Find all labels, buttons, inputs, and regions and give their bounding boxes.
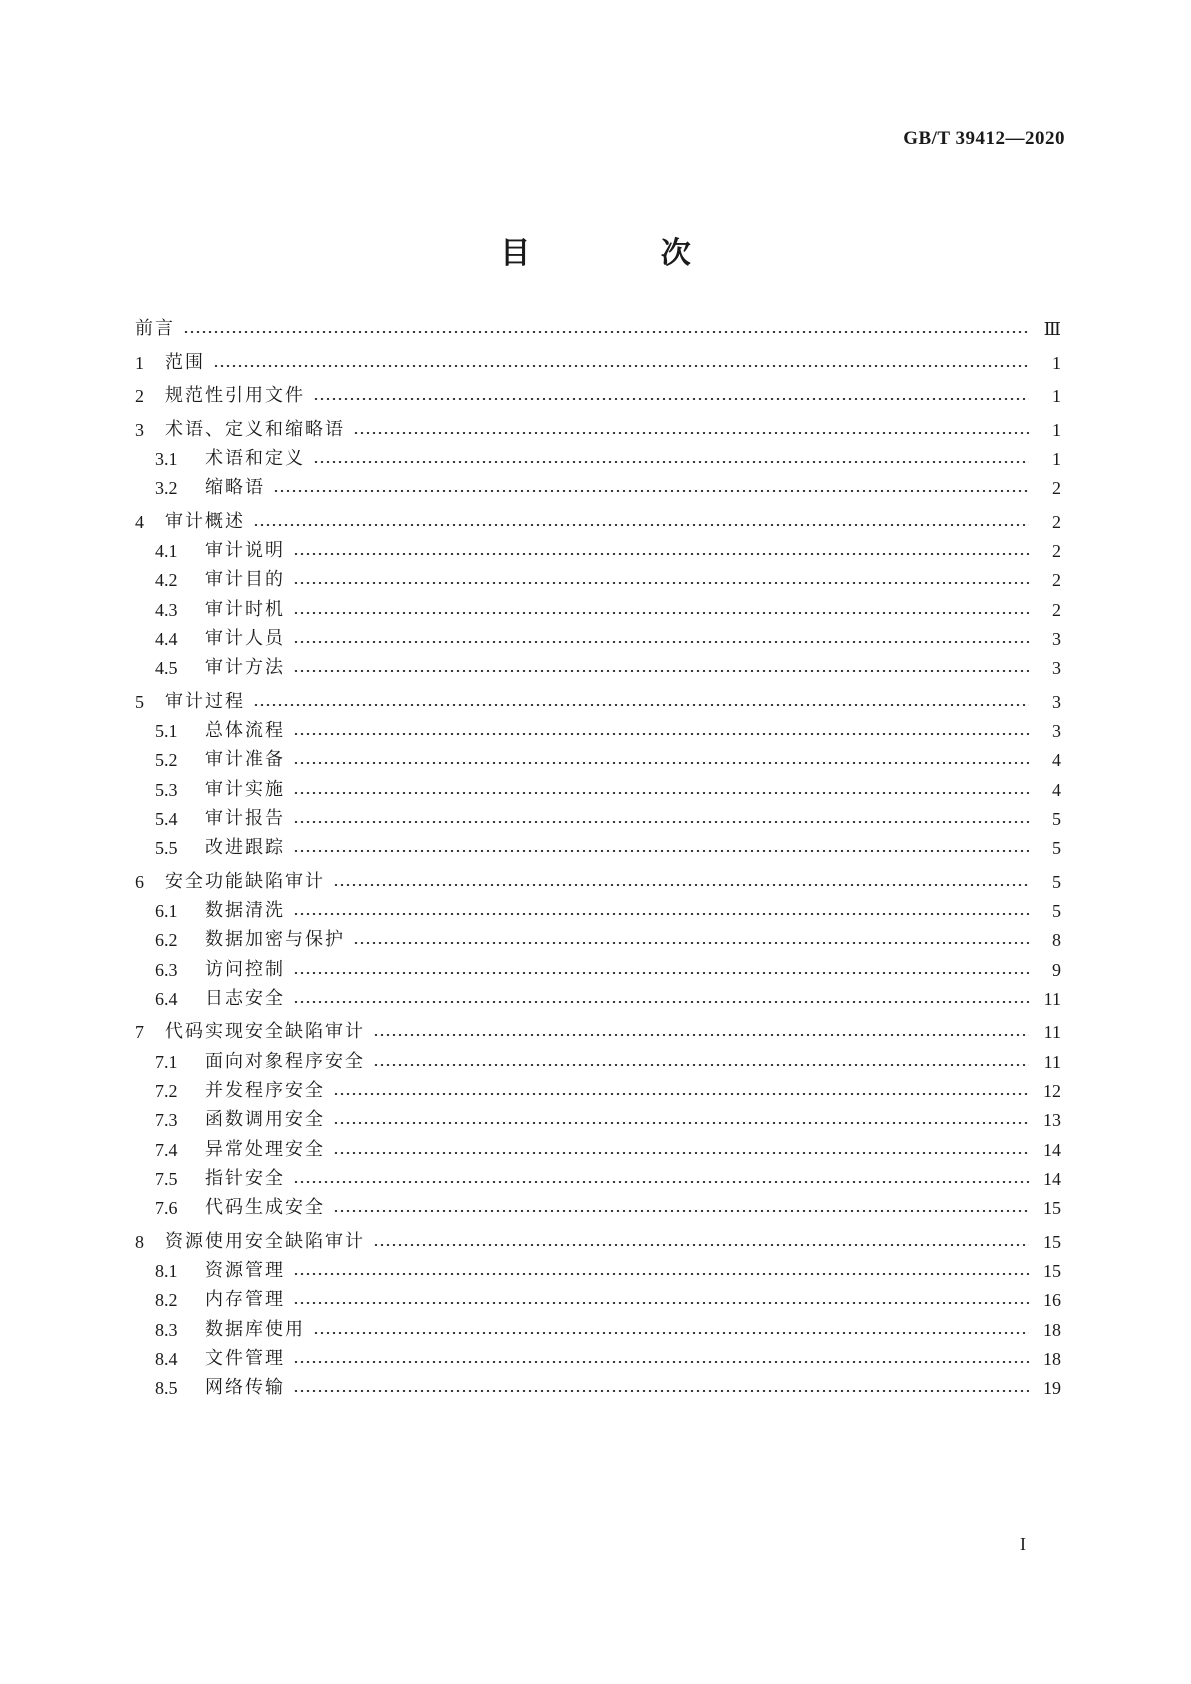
toc-dot-leader [293, 792, 1029, 794]
toc-entry-number: 5.2 [155, 750, 178, 771]
toc-entry-number: 7.5 [155, 1168, 178, 1189]
toc-entry-page: 1 [1052, 352, 1061, 373]
toc-entry-page: 16 [1043, 1290, 1061, 1311]
toc-entry-number: 8.3 [155, 1319, 178, 1340]
toc-entry-number: 6.1 [155, 900, 178, 921]
toc-entry[interactable] [155, 1105, 1061, 1135]
toc-entry-label: 前言 [135, 318, 175, 339]
toc-entry-label: 异常处理安全 [205, 1138, 325, 1160]
toc-entry-label: 审计时机 [205, 598, 285, 620]
toc-dot-leader [293, 670, 1029, 672]
toc-entry-label: 审计人员 [205, 627, 285, 649]
toc-entry-number: 5.3 [155, 779, 178, 800]
toc-dot-leader [293, 850, 1029, 852]
toc-dot-leader [293, 641, 1029, 643]
toc-entry-page: 2 [1052, 478, 1061, 499]
toc-entry-page: 11 [1043, 1051, 1061, 1072]
toc-entry-number: 6.2 [155, 930, 178, 951]
toc-entry[interactable] [155, 1193, 1061, 1223]
toc-entry-label: 术语、定义和缩略语 [165, 418, 345, 440]
toc-entry-number: 3.2 [155, 478, 178, 499]
toc-dot-leader [293, 1302, 1029, 1304]
toc-entry-number: 5.5 [155, 838, 178, 859]
toc-entry-page: 14 [1043, 1139, 1061, 1160]
toc-dot-leader [293, 553, 1029, 555]
toc-entry-page: 13 [1043, 1110, 1061, 1131]
toc-entry-label: 指针安全 [205, 1167, 285, 1189]
toc-entry-number: 7.6 [155, 1198, 178, 1219]
toc-entry[interactable] [155, 595, 1061, 625]
toc-entry[interactable] [135, 867, 1061, 897]
toc-entry-page: 1 [1052, 448, 1061, 469]
toc-entry-page: 14 [1043, 1168, 1061, 1189]
toc-entry[interactable] [155, 473, 1061, 503]
toc-entry-label: 并发程序安全 [205, 1079, 325, 1101]
toc-entry-number: 4.2 [155, 570, 178, 591]
toc-entry[interactable] [135, 507, 1061, 537]
toc-entry-number: 6.3 [155, 959, 178, 980]
toc-dot-leader [293, 1361, 1029, 1363]
toc-entry-label: 改进跟踪 [205, 837, 285, 859]
toc-entry[interactable] [135, 1017, 1061, 1047]
toc-entry[interactable] [155, 1256, 1061, 1286]
toc-entry-number: 7.1 [155, 1051, 178, 1072]
toc-entry[interactable] [155, 925, 1061, 955]
toc-entry[interactable] [155, 775, 1061, 805]
toc-dot-leader [373, 1244, 1029, 1246]
toc-entry-number: 7 [135, 1022, 144, 1043]
toc-entry-number: 8.5 [155, 1378, 178, 1399]
page-number: I [1020, 1534, 1026, 1554]
toc-entry[interactable] [135, 348, 1061, 378]
toc-dot-leader [313, 1332, 1029, 1334]
toc-entry-number: 4.3 [155, 599, 178, 620]
toc-dot-leader [293, 1001, 1029, 1003]
toc-dot-leader [333, 1093, 1029, 1095]
toc-entry[interactable] [155, 745, 1061, 775]
toc-dot-leader [273, 490, 1029, 492]
toc-entry[interactable] [155, 955, 1061, 985]
toc-entry-number: 4.4 [155, 628, 178, 649]
standard-code: GB/T 39412—2020 [903, 128, 1065, 149]
toc-dot-leader [293, 913, 1029, 915]
toc-entry-number: 1 [135, 352, 144, 373]
toc-entry[interactable] [155, 804, 1061, 834]
toc-dot-leader [293, 1273, 1029, 1275]
toc-entry-number: 6 [135, 871, 144, 892]
toc-dot-leader [333, 1210, 1029, 1212]
toc-entry-label: 数据加密与保护 [205, 929, 345, 951]
toc-entry-label: 审计报告 [205, 807, 285, 829]
toc-entry-page: 18 [1043, 1348, 1061, 1369]
toc-entry[interactable] [155, 1285, 1061, 1315]
toc-dot-leader [253, 524, 1029, 526]
toc-entry-number: 8 [135, 1231, 144, 1252]
toc-entry[interactable] [135, 415, 1061, 445]
toc-entry[interactable] [155, 896, 1061, 926]
toc-dot-leader [293, 733, 1029, 735]
toc-entry[interactable] [155, 1373, 1061, 1403]
toc-dot-leader [293, 1181, 1029, 1183]
toc-entry-page: 2 [1052, 570, 1061, 591]
toc-entry-page: 5 [1052, 871, 1061, 892]
toc-entry-number: 5 [135, 691, 144, 712]
toc-dot-leader [213, 365, 1029, 367]
toc-entry-page: 3 [1052, 628, 1061, 649]
toc-entry-page: 1 [1052, 386, 1061, 406]
toc-entry-label: 文件管理 [205, 1347, 285, 1369]
toc-entry-label: 代码实现安全缺陷审计 [165, 1021, 365, 1043]
toc-entry-page: 2 [1052, 540, 1061, 561]
toc-entry-page: 4 [1052, 750, 1061, 771]
toc-entry-page: 4 [1052, 779, 1061, 800]
toc-dot-leader [293, 972, 1029, 974]
toc-entry-page: 12 [1043, 1080, 1061, 1101]
toc-entry-number: 4.1 [155, 540, 178, 561]
toc-entry-label: 函数调用安全 [205, 1109, 325, 1131]
toc-entry-page: 1 [1052, 419, 1061, 440]
toc-entry-label: 审计方法 [205, 657, 285, 679]
toc-entry-label: 日志安全 [205, 987, 285, 1009]
toc-dot-leader [253, 704, 1029, 706]
toc-entry-label: 资源使用安全缺陷审计 [165, 1230, 365, 1252]
toc-entry-page: 11 [1043, 988, 1061, 1009]
toc-entry-label: 审计准备 [205, 749, 285, 771]
toc-entry-number: 7.2 [155, 1080, 178, 1101]
toc-entry-label: 审计说明 [205, 539, 285, 561]
toc-entry-number: 7.3 [155, 1110, 178, 1131]
toc-entry-label: 网络传输 [205, 1377, 285, 1399]
toc-dot-leader [333, 1152, 1029, 1154]
toc-dot-leader [333, 884, 1029, 886]
toc-entry-number: 6.4 [155, 988, 178, 1009]
toc-entry-page: 19 [1043, 1378, 1061, 1399]
toc-entry[interactable] [155, 1135, 1061, 1165]
toc-entry[interactable] [155, 444, 1061, 474]
toc-dot-leader [293, 582, 1029, 584]
toc-dot-leader [353, 432, 1029, 434]
toc-dot-leader [373, 1064, 1029, 1066]
toc-entry-number: 7.4 [155, 1139, 178, 1160]
toc-entry-label: 审计目的 [205, 569, 285, 591]
toc-entry[interactable] [155, 716, 1061, 746]
toc-entry-label: 审计概述 [165, 510, 245, 532]
toc-entry[interactable] [155, 536, 1061, 566]
toc-dot-leader [333, 1122, 1029, 1124]
toc-entry-label: 代码生成安全 [205, 1197, 325, 1219]
toc-dot-leader [313, 398, 1029, 400]
toc-entry-label: 访问控制 [205, 958, 285, 980]
toc-entry-label: 规范性引用文件 [165, 385, 305, 406]
toc-entry[interactable] [155, 1164, 1061, 1194]
toc-entry-number: 2 [135, 386, 144, 406]
toc-entry-label: 内存管理 [205, 1289, 285, 1311]
toc-dot-leader [353, 942, 1029, 944]
toc-entry-page: 5 [1052, 838, 1061, 859]
toc-entry[interactable] [135, 381, 1061, 411]
toc-entry-label: 面向对象程序安全 [205, 1050, 365, 1072]
toc-entry[interactable] [155, 653, 1061, 683]
toc-entry-page: 18 [1043, 1319, 1061, 1340]
toc-entry-page: 15 [1043, 1231, 1061, 1252]
toc-entry[interactable] [155, 565, 1061, 595]
toc-dot-leader [313, 461, 1029, 463]
toc-entry-page: 5 [1052, 808, 1061, 829]
toc-entry-number: 4.5 [155, 658, 178, 679]
toc-entry-label: 范围 [165, 351, 205, 373]
toc-entry-number: 8.4 [155, 1348, 178, 1369]
toc-dot-leader [293, 612, 1029, 614]
page-title: 目 次 [500, 236, 751, 271]
toc-entry-page: 5 [1052, 900, 1061, 921]
toc-entry-page: 2 [1052, 599, 1061, 620]
toc-entry[interactable] [155, 1344, 1061, 1374]
toc-entry-label: 数据清洗 [205, 899, 285, 921]
toc-entry-page: 15 [1043, 1198, 1061, 1219]
toc-entry-number: 8.2 [155, 1290, 178, 1311]
toc-dot-leader [293, 1390, 1029, 1392]
toc-entry[interactable] [155, 833, 1061, 863]
toc-dot-leader [183, 331, 1029, 333]
toc-entry-label: 数据库使用 [205, 1318, 305, 1340]
toc-entry-page: 3 [1052, 720, 1061, 741]
toc-entry[interactable] [155, 1047, 1061, 1077]
toc-entry[interactable] [155, 1076, 1061, 1106]
toc-entry-page: 3 [1052, 658, 1061, 679]
toc-entry-label: 审计实施 [205, 778, 285, 800]
toc-entry-number: 5.4 [155, 808, 178, 829]
toc-entry-page: 11 [1043, 1022, 1061, 1043]
toc-dot-leader [293, 762, 1029, 764]
toc-dot-leader [373, 1034, 1029, 1036]
toc-entry[interactable] [155, 624, 1061, 654]
toc-entry-label: 总体流程 [205, 719, 285, 741]
toc-entry[interactable] [135, 687, 1061, 717]
toc-entry[interactable] [135, 314, 1061, 344]
toc-entry-page: 15 [1043, 1260, 1061, 1281]
toc-entry[interactable] [155, 1315, 1061, 1345]
toc-entry-label: 术语和定义 [205, 447, 305, 469]
toc-entry-label: 审计过程 [165, 690, 245, 712]
toc-entry-number: 5.1 [155, 720, 178, 741]
toc-entry-label: 缩略语 [205, 477, 265, 499]
toc-entry[interactable] [135, 1227, 1061, 1257]
toc-entry-number: 8.1 [155, 1260, 178, 1281]
toc-entry-page: 9 [1052, 959, 1061, 980]
toc-entry-number: 4 [135, 511, 144, 532]
toc-entry-label: 资源管理 [205, 1259, 285, 1281]
toc-entry-number: 3 [135, 419, 144, 440]
toc-entry-page: 8 [1052, 930, 1061, 951]
toc-entry[interactable] [155, 984, 1061, 1014]
toc-entry-page: Ⅲ [1043, 319, 1061, 339]
toc-entry-label: 安全功能缺陷审计 [165, 870, 325, 892]
toc-entry-number: 3.1 [155, 448, 178, 469]
toc-dot-leader [293, 821, 1029, 823]
toc-entry-page: 2 [1052, 511, 1061, 532]
toc-entry-page: 3 [1052, 691, 1061, 712]
